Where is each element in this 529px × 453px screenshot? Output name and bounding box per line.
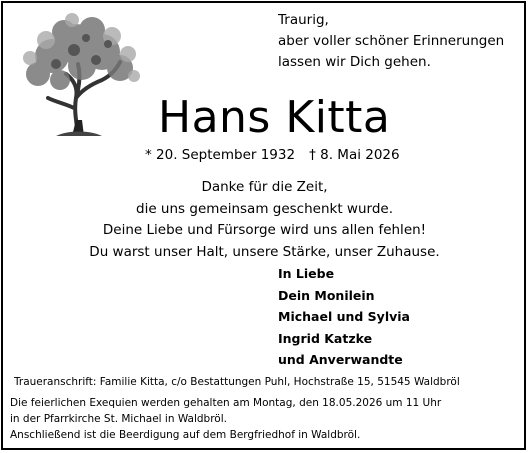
family-block [278,263,410,371]
life-dates [145,145,400,165]
poem-line: Du warst unser Halt, unsere Stärke, unser Zuhause. [89,243,440,260]
info-line: Die feierlichen Exequien werden gehalten am Montag, den 18.05.2026 um 11 Uhr [10,397,442,409]
poem-line: Deine Liebe und Fürsorge wird uns allen fehlen! [102,222,427,238]
quote-block [278,10,504,73]
birth-date: * 20. September 1932 [145,147,296,163]
tree-icon [16,10,146,138]
info-line: in der Pfarrkirche St. Michael in Waldbröl. [10,413,227,425]
poem-line: die uns gemeinsam geschenkt wurde. [136,200,393,217]
mourning-address: Traueranschrift: Familie Kitta, c/o Bestattungen Puhl, Hochstraße 15, 51545 Waldbröl [14,376,460,388]
deceased-name: Hans Kitta [158,92,391,143]
family-line: In Liebe [278,266,335,281]
death-date: † 8. Mai 2026 [309,147,400,163]
poem-block [0,177,529,263]
poem-line: Danke für die Zeit, [201,179,328,195]
family-line: Ingrid Katzke [278,330,373,346]
family-line: Dein Monilein [278,287,375,303]
funeral-info [10,395,441,443]
info-line: Anschließend ist die Beerdigung auf dem Bergfriedhof in Waldbröl. [10,429,361,441]
quote-line: aber voller schöner Erinnerungen [278,33,505,49]
quote-line: lassen wir Dich gehen. [278,54,431,70]
quote-line: Traurig, [278,12,329,28]
family-line: und Anverwandte [278,352,403,367]
family-line: Michael und Sylvia [278,309,410,324]
